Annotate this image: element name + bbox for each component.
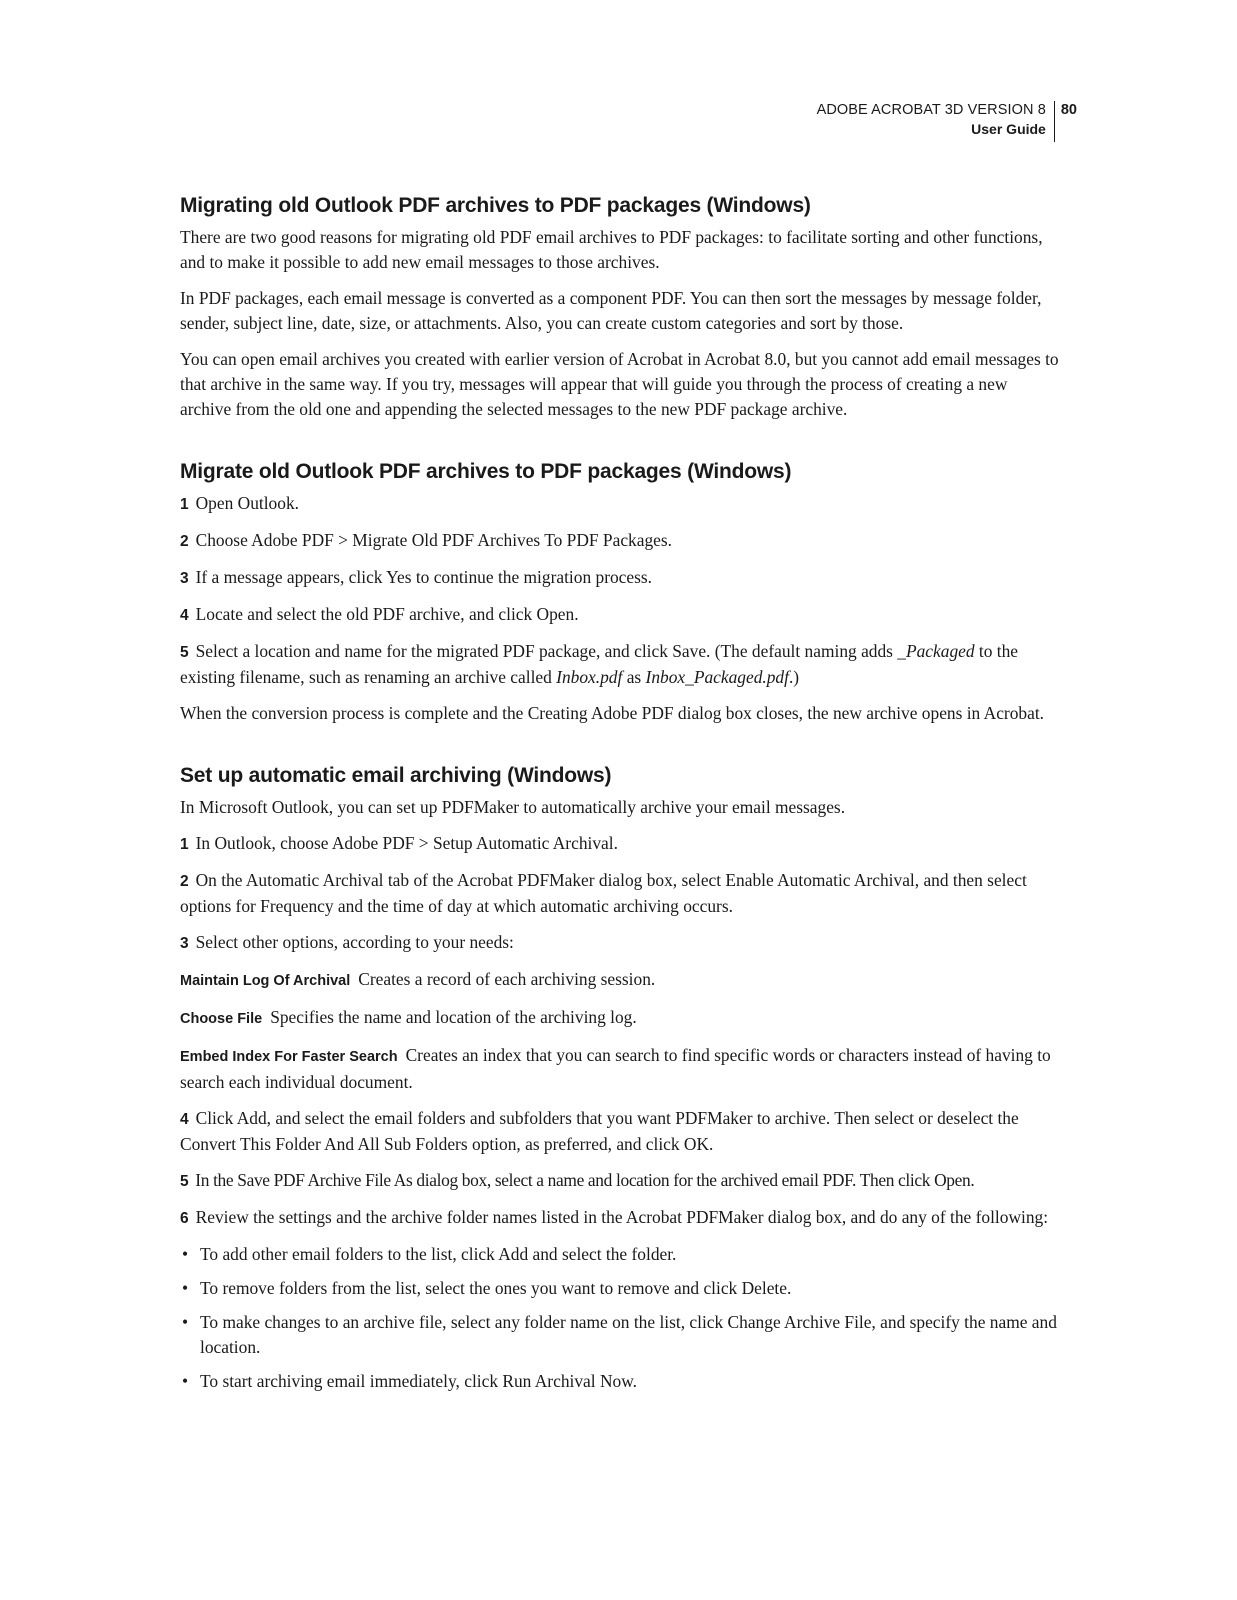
section-migrate-steps	[180, 458, 1060, 726]
step-number: 1	[180, 836, 189, 853]
step-number: 2	[180, 873, 189, 890]
step-number: 1	[180, 496, 189, 513]
paragraph: In PDF packages, each email message is converted as a component PDF. You can then sort the messages by message folder, sender, subject line, date, size, or attachments. Also, you can create custom categories and sort by those.	[180, 288, 1042, 333]
step-text: Open Outlook.	[195, 493, 299, 513]
step-item	[180, 528, 1060, 554]
step-item	[180, 930, 1060, 956]
step-item	[180, 602, 1060, 628]
step-number: 5	[180, 1173, 189, 1190]
step-text: Review the settings and the archive folder names listed in the Acrobat PDFMaker dialog box, and do any of the following:	[195, 1207, 1049, 1227]
bullet-icon: •	[182, 1312, 189, 1332]
paragraph: There are two good reasons for migrating old PDF email archives to PDF packages: to facilitate sorting and other functions, and to make it possible to add new email messages to those archives.	[180, 227, 1043, 272]
bullet-icon: •	[182, 1278, 189, 1298]
step-number: 3	[180, 570, 189, 587]
option-description: Creates a record of each archiving session.	[358, 969, 656, 989]
step-text: Click Add, and select the email folders and subfolders that you want PDFMaker to archive. Then select or deselect the Convert This Folder And All Sub Folders option, as preferred, and click OK.	[180, 1108, 1019, 1154]
list-item-text: To make changes to an archive file, select any folder name on the list, click Change Archive File, and specify the name and location.	[200, 1312, 1057, 1357]
list-item	[180, 1310, 1060, 1360]
step-emphasis: _Packaged	[897, 641, 975, 661]
running-header-text	[817, 101, 1055, 142]
step-text: Select a location and name for the migrated PDF package, and click Save. (The default naming adds	[195, 641, 898, 661]
step-item	[180, 1106, 1060, 1157]
page-content	[180, 192, 1060, 1430]
list-item-text: To start archiving email immediately, click Run Archival Now.	[200, 1371, 637, 1391]
list-item	[180, 1276, 1060, 1301]
step-number: 3	[180, 935, 189, 952]
section-automatic-archiving	[180, 762, 1060, 1394]
option-definition	[180, 1005, 1060, 1032]
step-number: 2	[180, 533, 189, 550]
step-item	[180, 565, 1060, 591]
option-description: Specifies the name and location of the archiving log.	[270, 1007, 637, 1027]
document-subtitle: User Guide	[971, 121, 1046, 137]
step-item	[180, 868, 1060, 919]
step-text: Locate and select the old PDF archive, and click Open.	[195, 604, 579, 624]
paragraph: In Microsoft Outlook, you can set up PDFMaker to automatically archive your email messages.	[180, 797, 846, 817]
step-text: .)	[788, 667, 800, 687]
paragraph: When the conversion process is complete and the Creating Adobe PDF dialog box closes, the new archive opens in Acrobat.	[180, 703, 1045, 723]
step-text: Select other options, according to your needs:	[195, 932, 514, 952]
bullet-list	[180, 1242, 1060, 1394]
step-text: On the Automatic Archival tab of the Acrobat PDFMaker dialog box, select Enable Automatic Archival, and then select options for Frequency and the time of day at which automatic archiving occurs.	[180, 870, 1027, 916]
option-term: Embed Index For Faster Search	[180, 1049, 398, 1065]
option-description: Creates an index that you can search to find specific words or characters instead of having to search each individual document.	[180, 1045, 1051, 1092]
step-text: as	[622, 667, 646, 687]
step-item	[180, 639, 1060, 690]
step-item	[180, 1168, 1060, 1194]
step-item	[180, 1205, 1060, 1231]
step-number: 5	[180, 644, 189, 661]
paragraph: You can open email archives you created with earlier version of Acrobat in Acrobat 8.0, but you cannot add email messages to that archive in the same way. If you try, messages will appear that will guide you through the process of creating a new archive from the old one and appending the selected messages to the new PDF package archive.	[180, 349, 1059, 419]
step-text: In Outlook, choose Adobe PDF > Setup Automatic Archival.	[195, 833, 618, 853]
step-text: Choose Adobe PDF > Migrate Old PDF Archives To PDF Packages.	[195, 530, 672, 550]
section-heading: Migrating old Outlook PDF archives to PDF packages (Windows)	[180, 194, 811, 217]
option-term: Choose File	[180, 1011, 263, 1027]
step-number: 4	[180, 607, 189, 624]
running-header	[817, 101, 1077, 142]
list-item-text: To add other email folders to the list, click Add and select the folder.	[200, 1244, 677, 1264]
list-item	[180, 1369, 1060, 1394]
step-text: to the existing filename, such as renaming an archive called	[180, 641, 1019, 687]
section-migrating-archives	[180, 192, 1060, 422]
section-heading: Migrate old Outlook PDF archives to PDF packages (Windows)	[180, 460, 792, 483]
option-definition	[180, 967, 1060, 994]
step-number: 4	[180, 1111, 189, 1128]
step-emphasis: Inbox_Packaged.pdf	[645, 667, 789, 687]
step-item	[180, 831, 1060, 857]
step-item	[180, 491, 1060, 517]
page-number: 80	[1060, 102, 1077, 118]
step-text: If a message appears, click Yes to continue the migration process.	[195, 567, 653, 587]
list-item-text: To remove folders from the list, select the ones you want to remove and click Delete.	[200, 1278, 792, 1298]
section-heading: Set up automatic email archiving (Windows)	[180, 764, 612, 787]
step-number: 6	[180, 1210, 189, 1227]
document-title: ADOBE ACROBAT 3D VERSION 8	[816, 102, 1046, 118]
step-emphasis: Inbox.pdf	[556, 667, 623, 687]
list-item	[180, 1242, 1060, 1267]
step-text: In the Save PDF Archive File As dialog box, select a name and location for the archived email PDF. Then click Open.	[195, 1170, 975, 1190]
option-term: Maintain Log Of Archival	[180, 973, 351, 989]
option-definition	[180, 1043, 1060, 1095]
bullet-icon: •	[182, 1371, 189, 1391]
bullet-icon: •	[182, 1244, 189, 1264]
